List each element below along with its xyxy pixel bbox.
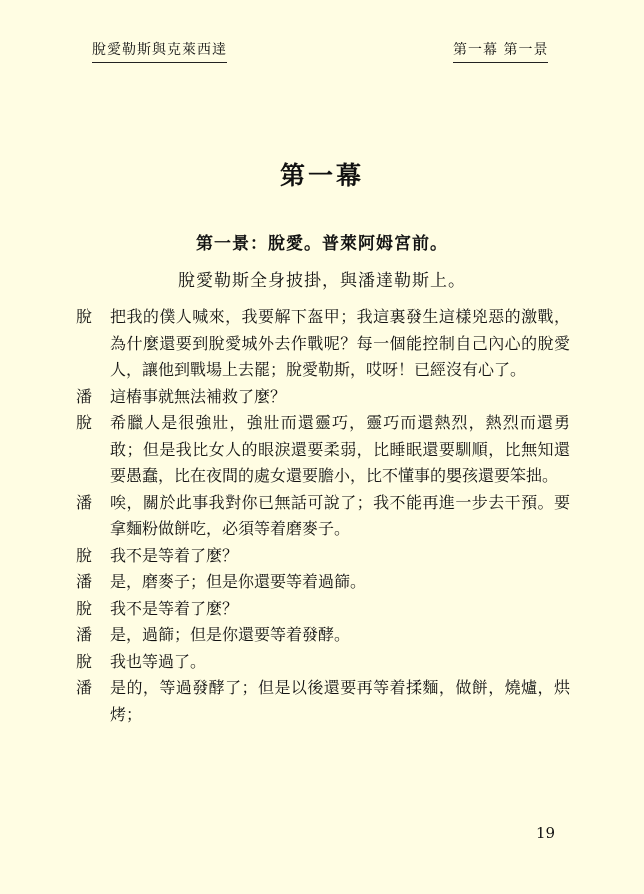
speaker-name: 脫 (76, 545, 93, 565)
stage-direction: 脫愛勒斯全身披掛，與潘達勒斯上。 (178, 271, 466, 291)
dialogue-line (76, 569, 570, 596)
speech-text: 唉，關於此事我對你已無話可說了；我不能再進一步去干預。要拿麵粉做餅吃，必須等着磨麥子。 (110, 492, 570, 538)
scene-heading: 第一景：脫愛。普萊阿姆宮前。 (196, 234, 448, 254)
dialogue-line (76, 490, 570, 543)
speaker-name: 脫 (76, 413, 93, 432)
page-number: 19 (536, 824, 556, 842)
speaker-name: 潘 (76, 625, 93, 644)
dialogue-line (76, 622, 570, 649)
speaker-name: 潘 (76, 572, 93, 591)
dialogue-line (76, 384, 570, 411)
speaker-name: 脫 (76, 307, 93, 326)
dialogue-block (76, 304, 570, 728)
speech-text: 我不是等着了麼？ (110, 545, 239, 565)
dialogue-line (76, 543, 570, 570)
speech-text: 希臘人是很強壯，強壯而還靈巧，靈巧而還熱烈，熱烈而還勇敢；但是我比女人的眼淚還要柔弱，比睡眠還要馴順，比無知還要愚蠢，比在夜間的處女還要膽小，比不懂事的嬰孩還要笨拙。 (110, 413, 570, 485)
speech-text: 是，過篩；但是你還要等着發酵。 (110, 625, 351, 644)
speech-text: 我不是等着了麼？ (110, 598, 239, 618)
running-header-section: 第一幕 第一景 (453, 40, 548, 63)
speech-text: 這樁事就無法補救了麼？ (110, 386, 287, 406)
speaker-name: 潘 (76, 678, 93, 697)
speech-text: 我也等過了。 (110, 651, 207, 671)
speaker-name: 脫 (76, 598, 93, 618)
act-title: 第一幕 (279, 161, 364, 190)
speech-text: 是，磨麥子；但是你還要等着過篩。 (110, 572, 367, 591)
speaker-name: 潘 (76, 492, 93, 512)
speech-text: 把我的僕人喊來，我要解下盔甲；我這裏發生這樣兇惡的激戰，為什麼還要到脫愛城外去作戰呢？每一個能控制自己內心的脫愛人，讓他到戰場上去罷；脫愛勒斯，哎呀！已經沒有心了。 (110, 307, 570, 379)
dialogue-line (76, 410, 570, 490)
speech-text: 是的，等過發酵了；但是以後還要再等着揉麵，做餅，燒爐，烘烤； (110, 678, 570, 724)
dialogue-line (76, 596, 570, 623)
dialogue-line (76, 649, 570, 676)
speaker-name: 潘 (76, 386, 93, 406)
dialogue-line (76, 304, 570, 384)
running-header-title: 脫愛勒斯與克萊西達 (92, 40, 227, 63)
dialogue-line (76, 675, 570, 728)
speaker-name: 脫 (76, 651, 93, 671)
